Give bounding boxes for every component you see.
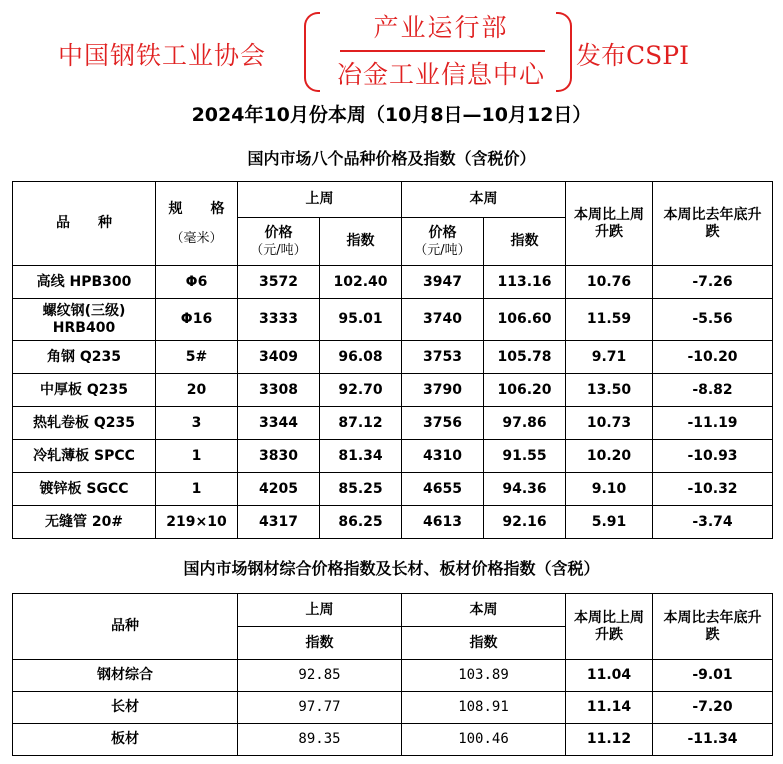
tw-price-header [402, 218, 484, 266]
col-this-week-header: 本周 [402, 182, 566, 218]
table-row [13, 692, 773, 724]
product-name-line2: HRB400 [52, 319, 116, 336]
t2-col-last-week-header: 上周 [238, 594, 402, 627]
lw-index-cell: 87.12 [320, 407, 402, 440]
product-name-line: 镀锌板 SGCC [39, 480, 129, 497]
lw-index-cell: 102.40 [320, 266, 402, 299]
tw-price-cell: 4613 [402, 506, 484, 539]
tw-index-cell: 91.55 [484, 440, 566, 473]
product-name [13, 341, 156, 374]
spec-cell: 5# [156, 341, 238, 374]
tw-price-cell: 3947 [402, 266, 484, 299]
product-name: 钢材综合 [13, 660, 238, 692]
wow-cell: 13.50 [566, 374, 653, 407]
tw-index-cell: 103.89 [402, 660, 566, 692]
tw-price-label: 价格 [428, 224, 457, 241]
index-table-body [13, 660, 773, 756]
lw-index-cell: 96.08 [320, 341, 402, 374]
tw-index-cell: 97.86 [484, 407, 566, 440]
tw-price-unit: （元/吨） [414, 242, 471, 258]
spec-header-top: 规 格 [168, 200, 225, 217]
table-row [13, 407, 773, 440]
tw-price-cell: 4655 [402, 473, 484, 506]
table-row [13, 473, 773, 506]
col-product-header: 品 种 [13, 182, 156, 266]
ytd-cell: -3.74 [653, 506, 773, 539]
table-row [13, 506, 773, 539]
lw-index-cell: 97.77 [238, 692, 402, 724]
product-name [13, 440, 156, 473]
ytd-cell: -11.19 [653, 407, 773, 440]
lw-price-unit: （元/吨） [250, 242, 307, 258]
col-ytd-header: 本周比去年底升跌 [653, 182, 773, 266]
tw-index-header: 指数 [484, 218, 566, 266]
tw-index-cell: 92.16 [484, 506, 566, 539]
lw-price-label: 价格 [264, 224, 293, 241]
product-name-line: 热轧卷板 Q235 [33, 414, 135, 431]
org-name: 中国钢铁工业协会 [58, 41, 267, 70]
ytd-cell: -10.20 [653, 341, 773, 374]
lw-price-cell: 3333 [238, 299, 320, 341]
t2-col-wow-header: 本周比上周升跌 [566, 594, 653, 660]
lw-index-cell: 89.35 [238, 724, 402, 756]
price-table-body [13, 266, 773, 539]
table-row [13, 266, 773, 299]
lw-price-cell: 3572 [238, 266, 320, 299]
t2-col-ytd-header: 本周比去年底升跌 [653, 594, 773, 660]
lw-index-cell: 85.25 [320, 473, 402, 506]
index-table [12, 593, 773, 756]
col-last-week-header: 上周 [238, 182, 402, 218]
ytd-cell: -7.20 [653, 692, 773, 724]
product-name [13, 299, 156, 341]
product-name-line: 角钢 Q235 [47, 348, 121, 365]
dept-divider [340, 50, 545, 52]
table-row [13, 299, 773, 341]
spec-cell: 3 [156, 407, 238, 440]
lw-index-cell: 92.70 [320, 374, 402, 407]
tw-index-cell: 106.60 [484, 299, 566, 341]
tw-price-cell: 3756 [402, 407, 484, 440]
product-name: 长材 [13, 692, 238, 724]
product-name-line: 螺纹钢(三级) [42, 302, 126, 319]
t2-lw-index-header: 指数 [238, 627, 402, 660]
wow-cell: 11.14 [566, 692, 653, 724]
tw-index-cell: 105.78 [484, 341, 566, 374]
spec-cell: 219×10 [156, 506, 238, 539]
wow-cell: 5.91 [566, 506, 653, 539]
dept-top: 产业运行部 [373, 13, 509, 42]
spec-cell: 1 [156, 473, 238, 506]
tw-price-cell: 4310 [402, 440, 484, 473]
wow-cell: 10.20 [566, 440, 653, 473]
product-name-line: 中厚板 Q235 [40, 381, 128, 398]
t2-col-product-header: 品种 [13, 594, 238, 660]
report-title: 2024年10月份本周（10月8日—10月12日） [191, 104, 592, 126]
lw-index-cell: 95.01 [320, 299, 402, 341]
table-row [13, 724, 773, 756]
tw-index-cell: 100.46 [402, 724, 566, 756]
product-name [13, 266, 156, 299]
tw-price-cell: 3753 [402, 341, 484, 374]
col-wow-header: 本周比上周升跌 [566, 182, 653, 266]
lw-price-cell: 3830 [238, 440, 320, 473]
lw-index-cell: 86.25 [320, 506, 402, 539]
t2-tw-index-header: 指数 [402, 627, 566, 660]
spec-cell: Φ6 [156, 266, 238, 299]
spec-cell: 20 [156, 374, 238, 407]
ytd-cell: -8.82 [653, 374, 773, 407]
wow-cell: 10.73 [566, 407, 653, 440]
spec-header-unit: （毫米） [170, 230, 223, 246]
product-name [13, 473, 156, 506]
lw-price-cell: 4205 [238, 473, 320, 506]
ytd-cell: -10.93 [653, 440, 773, 473]
tw-index-cell: 106.20 [484, 374, 566, 407]
ytd-cell: -7.26 [653, 266, 773, 299]
wow-cell: 9.10 [566, 473, 653, 506]
wow-cell: 11.59 [566, 299, 653, 341]
lw-price-cell: 3409 [238, 341, 320, 374]
product-name-line: 高线 HPB300 [36, 273, 132, 290]
product-name [13, 407, 156, 440]
dept-bottom: 冶金工业信息中心 [336, 60, 545, 89]
wow-cell: 11.04 [566, 660, 653, 692]
table-row [13, 660, 773, 692]
tw-price-cell: 3790 [402, 374, 484, 407]
publish-label: 发布CSPI [576, 41, 689, 70]
lw-index-header: 指数 [320, 218, 402, 266]
tw-index-cell: 108.91 [402, 692, 566, 724]
right-bracket [556, 12, 572, 92]
ytd-cell: -5.56 [653, 299, 773, 341]
spec-cell: Φ16 [156, 299, 238, 341]
lw-price-cell: 3344 [238, 407, 320, 440]
price-table [12, 181, 773, 539]
t2-col-this-week-header: 本周 [402, 594, 566, 627]
tw-index-cell: 94.36 [484, 473, 566, 506]
table1-title: 国内市场八个品种价格及指数（含税价） [247, 149, 536, 168]
spec-cell: 1 [156, 440, 238, 473]
lw-price-cell: 3308 [238, 374, 320, 407]
product-name-line: 无缝管 20# [44, 513, 124, 530]
table-row [13, 374, 773, 407]
table2-title: 国内市场钢材综合价格指数及长材、板材价格指数（含税） [183, 559, 600, 578]
col-spec-header [156, 182, 238, 266]
product-name [13, 374, 156, 407]
table-row [13, 341, 773, 374]
product-name-line: 冷轧薄板 SPCC [33, 447, 135, 464]
lw-price-header [238, 218, 320, 266]
ytd-cell: -9.01 [653, 660, 773, 692]
ytd-cell: -11.34 [653, 724, 773, 756]
tw-index-cell: 113.16 [484, 266, 566, 299]
wow-cell: 10.76 [566, 266, 653, 299]
product-name: 板材 [13, 724, 238, 756]
lw-index-cell: 92.85 [238, 660, 402, 692]
lw-price-cell: 4317 [238, 506, 320, 539]
table-row [13, 440, 773, 473]
wow-cell: 11.12 [566, 724, 653, 756]
wow-cell: 9.71 [566, 341, 653, 374]
ytd-cell: -10.32 [653, 473, 773, 506]
tw-price-cell: 3740 [402, 299, 484, 341]
lw-index-cell: 81.34 [320, 440, 402, 473]
report-header [0, 0, 783, 96]
product-name [13, 506, 156, 539]
